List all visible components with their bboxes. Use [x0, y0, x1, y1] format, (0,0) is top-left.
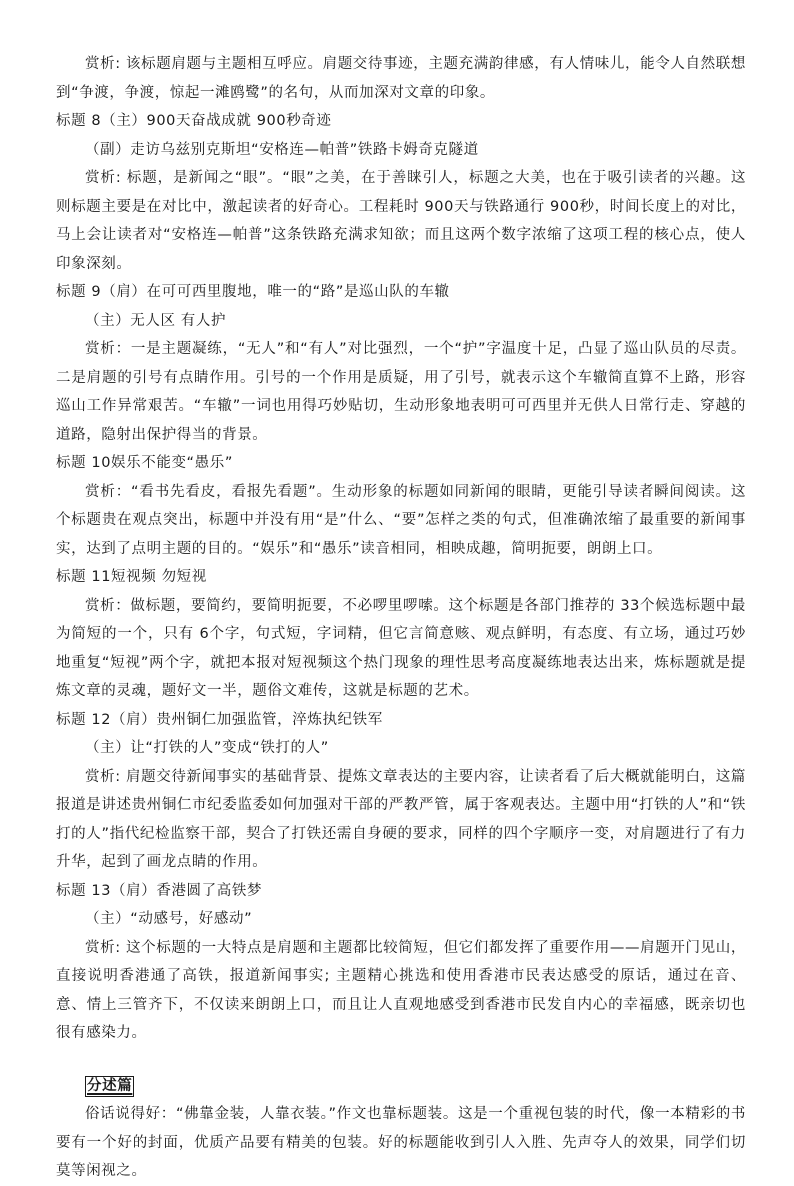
headline-8-main: 标题 8（主）900天奋战成就 900秒奇迹 [56, 113, 332, 129]
analysis-paragraph: 赏析: 肩题交待新闻事实的基础背景、提炼文章表达的主要内容，让读者看了后大概就能明白，这篇报道是讲述贵州铜仁市纪委监委如何加强对干部的严教严管，属于客观表达。主题中用“打铁的人”和“铁打的人”指代纪检监察干部，契合了打铁还需自身硬的要求，同样的四个字顺序一变，对肩题进行了有力升华，起到了画龙点睛的作用。 [56, 768, 746, 870]
analysis-paragraph: 赏析：做标题，要简约，要简明扼要，不必啰里啰嗦。这个标题是各部门推荐的 33个候选标题中最为简短的一个，只有 6个字，句式短，字词精，但它言简意赅、观点鲜明，有态度、有立场，通过巧妙地重复“短视”两个字，就把本报对短视频这个热门现象的理性思考高度凝练地表达出来，炼标题就是提炼文章的灵魂，题好文一半，题俗文难传，这就是标题的艺术。 [56, 597, 746, 699]
analysis-paragraph: 赏析: 该标题肩题与主题相互呼应。肩题交待事迹，主题充满韵律感，有人情味儿，能令人自然联想到“争渡，争渡，惊起一滩鸥鹭”的名句，从而加深对文章的印象。 [56, 56, 746, 101]
headline-10: 标题 10娱乐不能变“愚乐” [56, 455, 233, 471]
section-heading-row [56, 1072, 746, 1101]
headline-13-main: （主）“动感号，好感动” [85, 911, 253, 927]
analysis-paragraph: 赏析: 这个标题的一大特点是肩题和主题都比较简短，但它们都发挥了重要作用——肩题开门见山，直接说明香港通了高铁，报道新闻事实; 主题精心挑选和使用香港市民表达感受的原话，通过在音、意、情上三管齐下，不仅读来朗朗上口，而且让人直观地感受到香港市民发自内心的幸福感，既亲切也很有感染力。 [56, 939, 746, 1041]
section-spacer [56, 1048, 746, 1072]
headline-8-sub: （副）走访乌兹别克斯坦“安格连—帕普”铁路卡姆奇克隧道 [85, 141, 479, 158]
headline-12-shoulder: 标题 12（肩）贵州铜仁加强监管，淬炼执纪铁军 [56, 711, 383, 728]
intro-paragraph: 俗话说得好：“佛靠金装，人靠衣装。”作文也靠标题装。这是一个重视包装的时代，像一本精彩的书要有一个好的封面，优质产品要有精美的包装。好的标题能收到引人入胜、先声夺人的效果，同学们切莫等闲视之。 [56, 1106, 746, 1179]
section-heading: 分述篇 [85, 1076, 134, 1097]
headline-12-main: （主）让“打铁的人”变成“铁打的人” [85, 740, 329, 756]
analysis-paragraph: 赏析：“看书先看皮，看报先看题”。生动形象的标题如同新闻的眼睛，更能引导读者瞬间阅读。这个标题贵在观点突出，标题中并没有用“是”什么、“要”怎样之类的句式，但准确浓缩了最重要的新闻事实，达到了点明主题的目的。“娱乐”和“愚乐”读音相同，相映成趣，简明扼要，朗朗上口。 [56, 483, 746, 557]
headline-13-shoulder: 标题 13（肩）香港圆了高铁梦 [56, 882, 263, 899]
analysis-paragraph: 赏析：一是主题凝练，“无人”和“有人”对比强烈，一个“护”字温度十足，凸显了巡山队员的尽责。二是肩题的引号有点睛作用。引号的一个作用是质疑，用了引号，就表示这个车辙简直算不上路，形容巡山工作异常艰苦。“车辙”一词也用得巧妙贴切，生动形象地表明可可西里并无供人日常行走、穿越的道路，隐射出保护得当的背景。 [56, 341, 746, 443]
document-page [56, 50, 746, 1186]
headline-9-shoulder: 标题 9（肩）在可可西里腹地，唯一的“路”是巡山队的车辙 [56, 284, 450, 300]
headline-9-main: （主）无人区 有人护 [85, 312, 227, 329]
analysis-paragraph: 赏析: 标题，是新闻之“眼”。“眼”之美，在于善睐引人，标题之大美，也在于吸引读者的兴趣。这则标题主要是在对比中，激起读者的好奇心。工程耗时 900天与铁路通行 900秒，时间长度上的对比，马上会让读者对“安格连—帕普”这条铁路充满求知欲；而且这两个数字浓缩了这项工程的核心点，使人印象深刻。 [56, 170, 746, 272]
headline-11: 标题 11短视频 勿短视 [56, 569, 207, 585]
